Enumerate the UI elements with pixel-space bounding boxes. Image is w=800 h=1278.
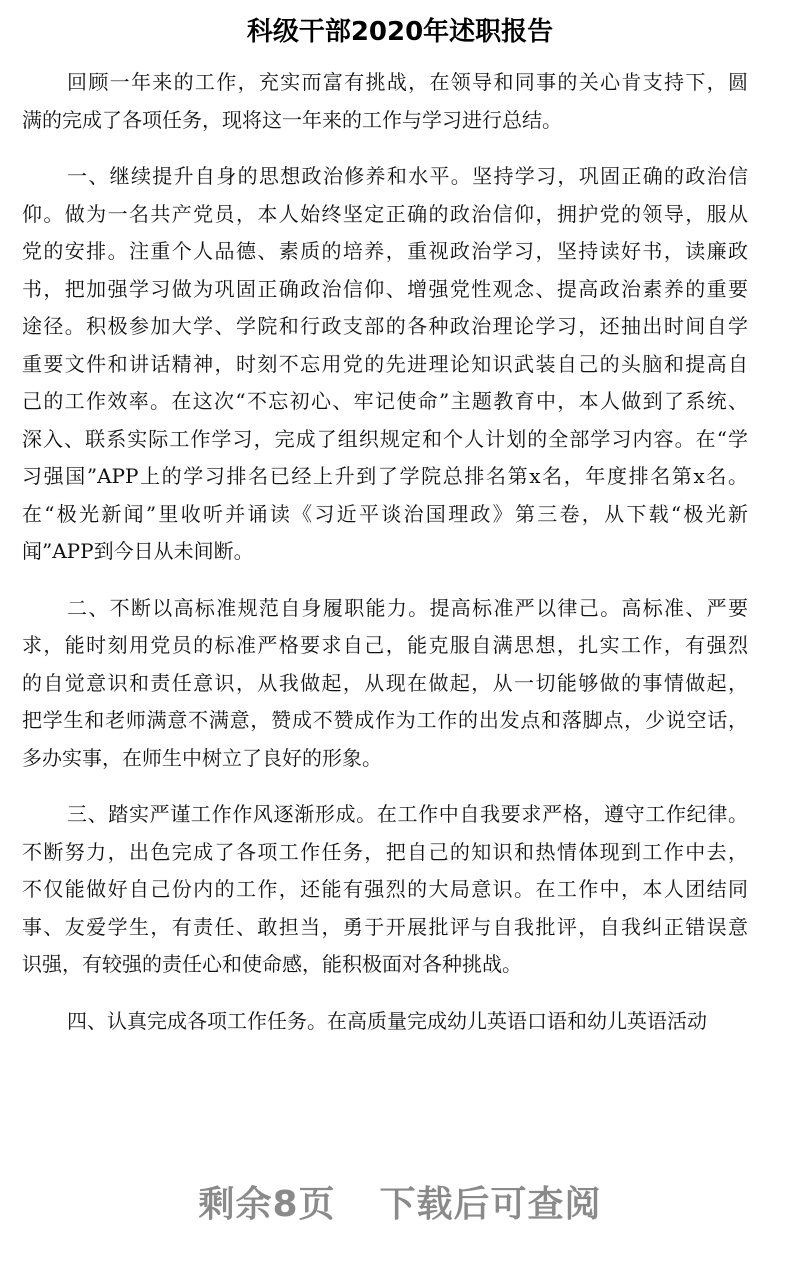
text-line: 识强，有较强的责任心和使命感，能积极面对各种挑战。 bbox=[22, 952, 522, 976]
paragraph bbox=[22, 64, 748, 139]
text-line: 己的工作效率。在这次“不忘初心、牢记使命”主题教育中，本人做到了系统、 bbox=[22, 389, 748, 413]
paragraph bbox=[22, 796, 748, 984]
text-line: 事、友爱学生，有责任、敢担当，勇于开展批评与自我批评，自我纠正错误意 bbox=[22, 914, 748, 939]
text-line: 三、踏实严谨工作作风逐渐形成。在工作中自我要求严格，遵守工作纪律。 bbox=[67, 802, 748, 826]
text-line: 求，能时刻用党员的标准严格要求自己，能克服自满思想，扎实工作，有强烈 bbox=[22, 633, 748, 657]
text-line: 一、继续提升自身的思想政治修养和水平。坚持学习，巩固正确的政治信 bbox=[67, 164, 748, 188]
text-line: 不仅能做好自己份内的工作，还能有强烈的大局意识。在工作中，本人团结同 bbox=[22, 877, 748, 901]
text-line: 习强国”APP上的学习排名已经上升到了学院总排名第x名，年度排名第x名。 bbox=[22, 464, 748, 488]
paragraph bbox=[22, 590, 748, 778]
text-line: 途径。积极参加大学、学院和行政支部的各种政治理论学习，还抽出时间自学 bbox=[22, 314, 748, 338]
document-title: 科级干部2020年述职报告 bbox=[246, 17, 554, 47]
preview-footer[interactable] bbox=[0, 1176, 800, 1227]
text-line: 二、不断以高标准规范自身履职能力。提高标准严以律己。高标准、严要 bbox=[67, 595, 748, 620]
text-line: 把学生和老师满意不满意，赞成不赞成作为工作的出发点和落脚点，少说空话， bbox=[22, 708, 748, 732]
text-line: 书，把加强学习做为巩固正确政治信仰、增强党性观念、提高政治素养的重要 bbox=[22, 276, 748, 301]
text-line: 多办实事，在师生中树立了良好的形象。 bbox=[22, 745, 382, 770]
remaining-pages-label: 剩余8页 bbox=[198, 1184, 336, 1225]
text-line: 回顾一年来的工作，充实而富有挑战，在领导和同事的关心肯支持下，圆 bbox=[67, 70, 748, 94]
text-line: 闻”APP到今日从未间断。 bbox=[22, 539, 254, 563]
text-line: 深入、联系实际工作学习，完成了组织规定和个人计划的全部学习内容。在“学 bbox=[22, 426, 748, 451]
text-line: 的自觉意识和责任意识，从我做起，从现在做起，从一切能够做的事情做起， bbox=[22, 670, 748, 695]
text-line: 仰。做为一名共产党员，本人始终坚定正确的政治信仰，拥护党的领导，服从 bbox=[22, 201, 748, 226]
text-line: 不断努力，出色完成了各项工作任务，把自己的知识和热情体现到工作中去， bbox=[22, 839, 748, 864]
text-line: 在“极光新闻”里收听并诵读《习近平谈治国理政》第三卷，从下载“极光新 bbox=[22, 501, 748, 526]
text-line: 四、认真完成各项工作任务。在高质量完成幼儿英语口语和幼儿英语活动 bbox=[67, 1008, 707, 1033]
paragraph bbox=[22, 1003, 748, 1041]
paragraph bbox=[22, 158, 748, 571]
text-line: 满的完成了各项任务，现将这一年来的工作与学习进行总结。 bbox=[22, 107, 562, 132]
document-body bbox=[22, 64, 748, 1059]
text-line: 党的安排。注重个人品德、素质的培养，重视政治学习，坚持读好书，读廉政 bbox=[22, 239, 748, 263]
download-to-view-link[interactable]: 下载后可查阅 bbox=[379, 1184, 602, 1225]
text-line: 重要文件和讲话精神，时刻不忘用党的先进理论知识武装自己的头脑和提高自 bbox=[22, 351, 748, 376]
